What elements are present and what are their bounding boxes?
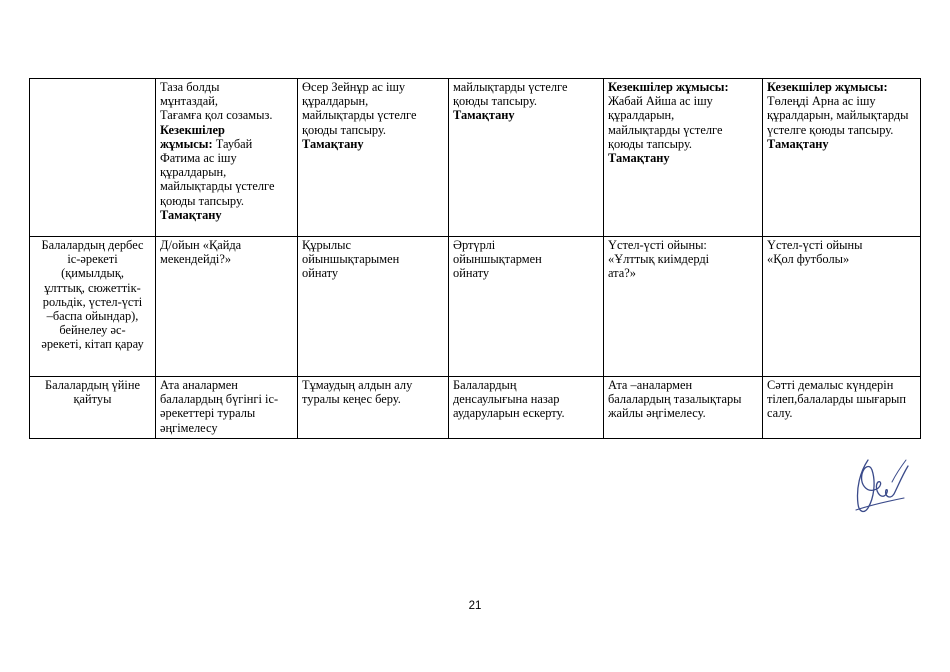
cell-line (160, 179, 293, 193)
cell-text: Тағамға қол созамыз. (160, 108, 273, 123)
cell-line (160, 165, 293, 179)
tuesday-cell (298, 237, 449, 377)
cell-line (34, 323, 151, 337)
cell-text: қоюды тапсыру. (608, 136, 693, 151)
friday-cell (763, 377, 921, 439)
cell-text: Таза болды (160, 80, 220, 94)
cell-text: «Ұлттық киімдерді (608, 252, 710, 267)
cell-line (160, 421, 293, 435)
cell-line (34, 281, 151, 295)
cell-line (34, 295, 151, 309)
thursday-cell (604, 377, 763, 439)
cell-text: Тұмаудың алдын алу (302, 378, 413, 392)
cell-text: Таубай (212, 136, 253, 151)
cell-line (302, 238, 444, 252)
cell-line (160, 392, 293, 406)
cell-text: ойыншықтарымен (302, 252, 400, 267)
cell-text: рольдік, үстел-үсті (42, 294, 143, 309)
cell-text: үстелге қоюды тапсыру. (767, 122, 894, 137)
cell-text: мекендейді?» (160, 252, 232, 267)
cell-line (608, 108, 758, 122)
cell-line (34, 392, 151, 406)
cell-line (302, 252, 444, 266)
daily-plan-table (29, 78, 921, 439)
cell-line (608, 378, 758, 392)
cell-text: балалардың бүгінгі іс- (160, 392, 279, 407)
cell-line (608, 252, 758, 266)
cell-text: Ата –аналармен (608, 378, 693, 392)
cell-line (160, 378, 293, 392)
signature-image (848, 452, 918, 524)
table-row-independent-activity (30, 237, 921, 377)
cell-text: әрекеттері туралы (160, 406, 256, 421)
cell-text: аударуларын ескерту. (453, 406, 565, 421)
cell-text: Әртүрлі (453, 238, 496, 252)
cell-text: (қимылдық, (61, 266, 124, 281)
cell-text: Жабай Айша ас ішу (608, 94, 713, 109)
cell-text: «Қол футболы» (767, 252, 850, 267)
cell-line (767, 392, 916, 406)
cell-line (160, 108, 293, 122)
cell-text: қоюды тапсыру. (453, 94, 538, 109)
cell-line (608, 238, 758, 252)
cell-text: бейнелеу әс- (59, 323, 126, 338)
cell-text: туралы кеңес беру. (302, 392, 401, 407)
cell-line (453, 378, 599, 392)
cell-line (302, 94, 444, 108)
cell-text: майлықтарды үстелге (453, 80, 568, 94)
cell-text: қоюды тапсыру. (302, 122, 387, 137)
friday-cell (763, 79, 921, 237)
cell-line (302, 108, 444, 122)
cell-line (160, 208, 293, 222)
tuesday-cell (298, 377, 449, 439)
cell-line (160, 123, 293, 137)
monday-cell (156, 79, 298, 237)
page-number: 21 (468, 600, 482, 612)
cell-line (302, 80, 444, 94)
cell-text: ойыншықтармен (453, 252, 542, 267)
row-header-cell (30, 377, 156, 439)
tuesday-cell (298, 79, 449, 237)
cell-line (302, 392, 444, 406)
bold-text: Кезекшілер (160, 122, 225, 137)
cell-line (302, 137, 444, 151)
thursday-cell (604, 237, 763, 377)
cell-text: тілеп,балаларды шығарып (767, 392, 907, 407)
cell-line (767, 252, 916, 266)
wednesday-cell (449, 377, 604, 439)
cell-line (160, 80, 293, 94)
cell-text: қоюды тапсыру. (160, 193, 245, 208)
cell-text: ойнату (453, 266, 490, 281)
cell-line (608, 94, 758, 108)
cell-line (34, 266, 151, 280)
thursday-cell (604, 79, 763, 237)
cell-line (453, 252, 599, 266)
cell-line (302, 123, 444, 137)
cell-text: денсаулығына назар (453, 392, 560, 407)
cell-line (608, 123, 758, 137)
cell-line (767, 123, 916, 137)
cell-text: қайтуы (73, 392, 112, 407)
cell-text: құралдарын, (302, 94, 369, 109)
row-header-cell (30, 237, 156, 377)
cell-text: майлықтарды үстелге (608, 122, 723, 137)
cell-text: Д/ойын «Қайда (160, 238, 242, 252)
cell-line (160, 252, 293, 266)
cell-text: салу. (767, 406, 793, 421)
cell-text: майлықтарды үстелге (302, 108, 417, 123)
cell-line (453, 406, 599, 420)
cell-line (767, 94, 916, 108)
cell-line (160, 406, 293, 420)
cell-line (608, 80, 758, 94)
cell-text: ата?» (608, 266, 636, 281)
row-header-cell (30, 79, 156, 237)
cell-line (453, 392, 599, 406)
cell-text: Ата аналармен (160, 378, 238, 392)
cell-text: Фатима ас ішу (160, 151, 237, 166)
cell-line (453, 238, 599, 252)
cell-line (34, 252, 151, 266)
cell-line (453, 94, 599, 108)
bold-text: Тамақтану (608, 151, 670, 166)
bold-text: Тамақтану (453, 108, 515, 123)
cell-line (34, 337, 151, 351)
cell-text: Балалардың дербес (41, 238, 144, 252)
cell-line (302, 378, 444, 392)
monday-cell (156, 377, 298, 439)
cell-line (160, 151, 293, 165)
cell-line (34, 309, 151, 323)
cell-line (453, 266, 599, 280)
cell-text: құралдарын, майлықтарды (767, 108, 909, 123)
cell-line (453, 80, 599, 94)
bold-text: Тамақтану (160, 207, 222, 222)
cell-line (302, 266, 444, 280)
cell-line (34, 238, 151, 252)
wednesday-cell (449, 79, 604, 237)
table-row-meal (30, 79, 921, 237)
bold-text: Кезекшілер жұмысы: (608, 80, 729, 94)
cell-text: Құрылыс (302, 238, 351, 252)
cell-line (160, 238, 293, 252)
cell-text: Сәтті демалыс күндерін (767, 378, 894, 392)
cell-text: майлықтарды үстелге (160, 179, 275, 194)
bold-text: Кезекшілер жұмысы: (767, 80, 888, 94)
cell-line (608, 392, 758, 406)
cell-line (767, 108, 916, 122)
friday-cell (763, 237, 921, 377)
cell-text: Балалардың (453, 378, 517, 392)
cell-line (608, 151, 758, 165)
cell-line (608, 406, 758, 420)
cell-text: Балалардың үйіне (45, 378, 140, 392)
cell-line (608, 137, 758, 151)
cell-line (160, 137, 293, 151)
cell-text: жайлы әңгімелесу. (608, 406, 706, 421)
cell-line (767, 406, 916, 420)
cell-text: ұлттық, сюжеттік- (44, 280, 141, 295)
bold-text: Тамақтану (767, 136, 829, 151)
cell-line (160, 94, 293, 108)
cell-text: мұнтаздай, (160, 94, 218, 109)
bold-text: жұмысы: (160, 136, 213, 151)
cell-line (767, 80, 916, 94)
cell-text: әрекеті, кітап қарау (41, 337, 144, 352)
bold-text: Тамақтану (302, 136, 364, 151)
cell-text: құралдарын, (608, 108, 675, 123)
cell-line (34, 378, 151, 392)
cell-text: іс-әрекеті (67, 252, 118, 267)
cell-text: құралдарын, (160, 165, 227, 180)
cell-text: Өсер Зейнұр ас ішу (302, 80, 406, 94)
wednesday-cell (449, 237, 604, 377)
cell-text: Төлеңді Арна ас ішу (767, 94, 876, 109)
cell-text: әңгімелесу (160, 420, 218, 435)
cell-line (767, 378, 916, 392)
cell-line (767, 238, 916, 252)
cell-text: –баспа ойындар), (46, 309, 139, 324)
cell-text: балалардың тазалықтары (608, 392, 742, 407)
cell-text: Үстел-үсті ойыны (767, 238, 863, 252)
cell-text: ойнату (302, 266, 339, 281)
cell-line (453, 108, 599, 122)
table-row-going-home (30, 377, 921, 439)
cell-line (608, 266, 758, 280)
cell-text: Үстел-үсті ойыны: (608, 238, 707, 252)
monday-cell (156, 237, 298, 377)
cell-line (160, 194, 293, 208)
cell-line (767, 137, 916, 151)
